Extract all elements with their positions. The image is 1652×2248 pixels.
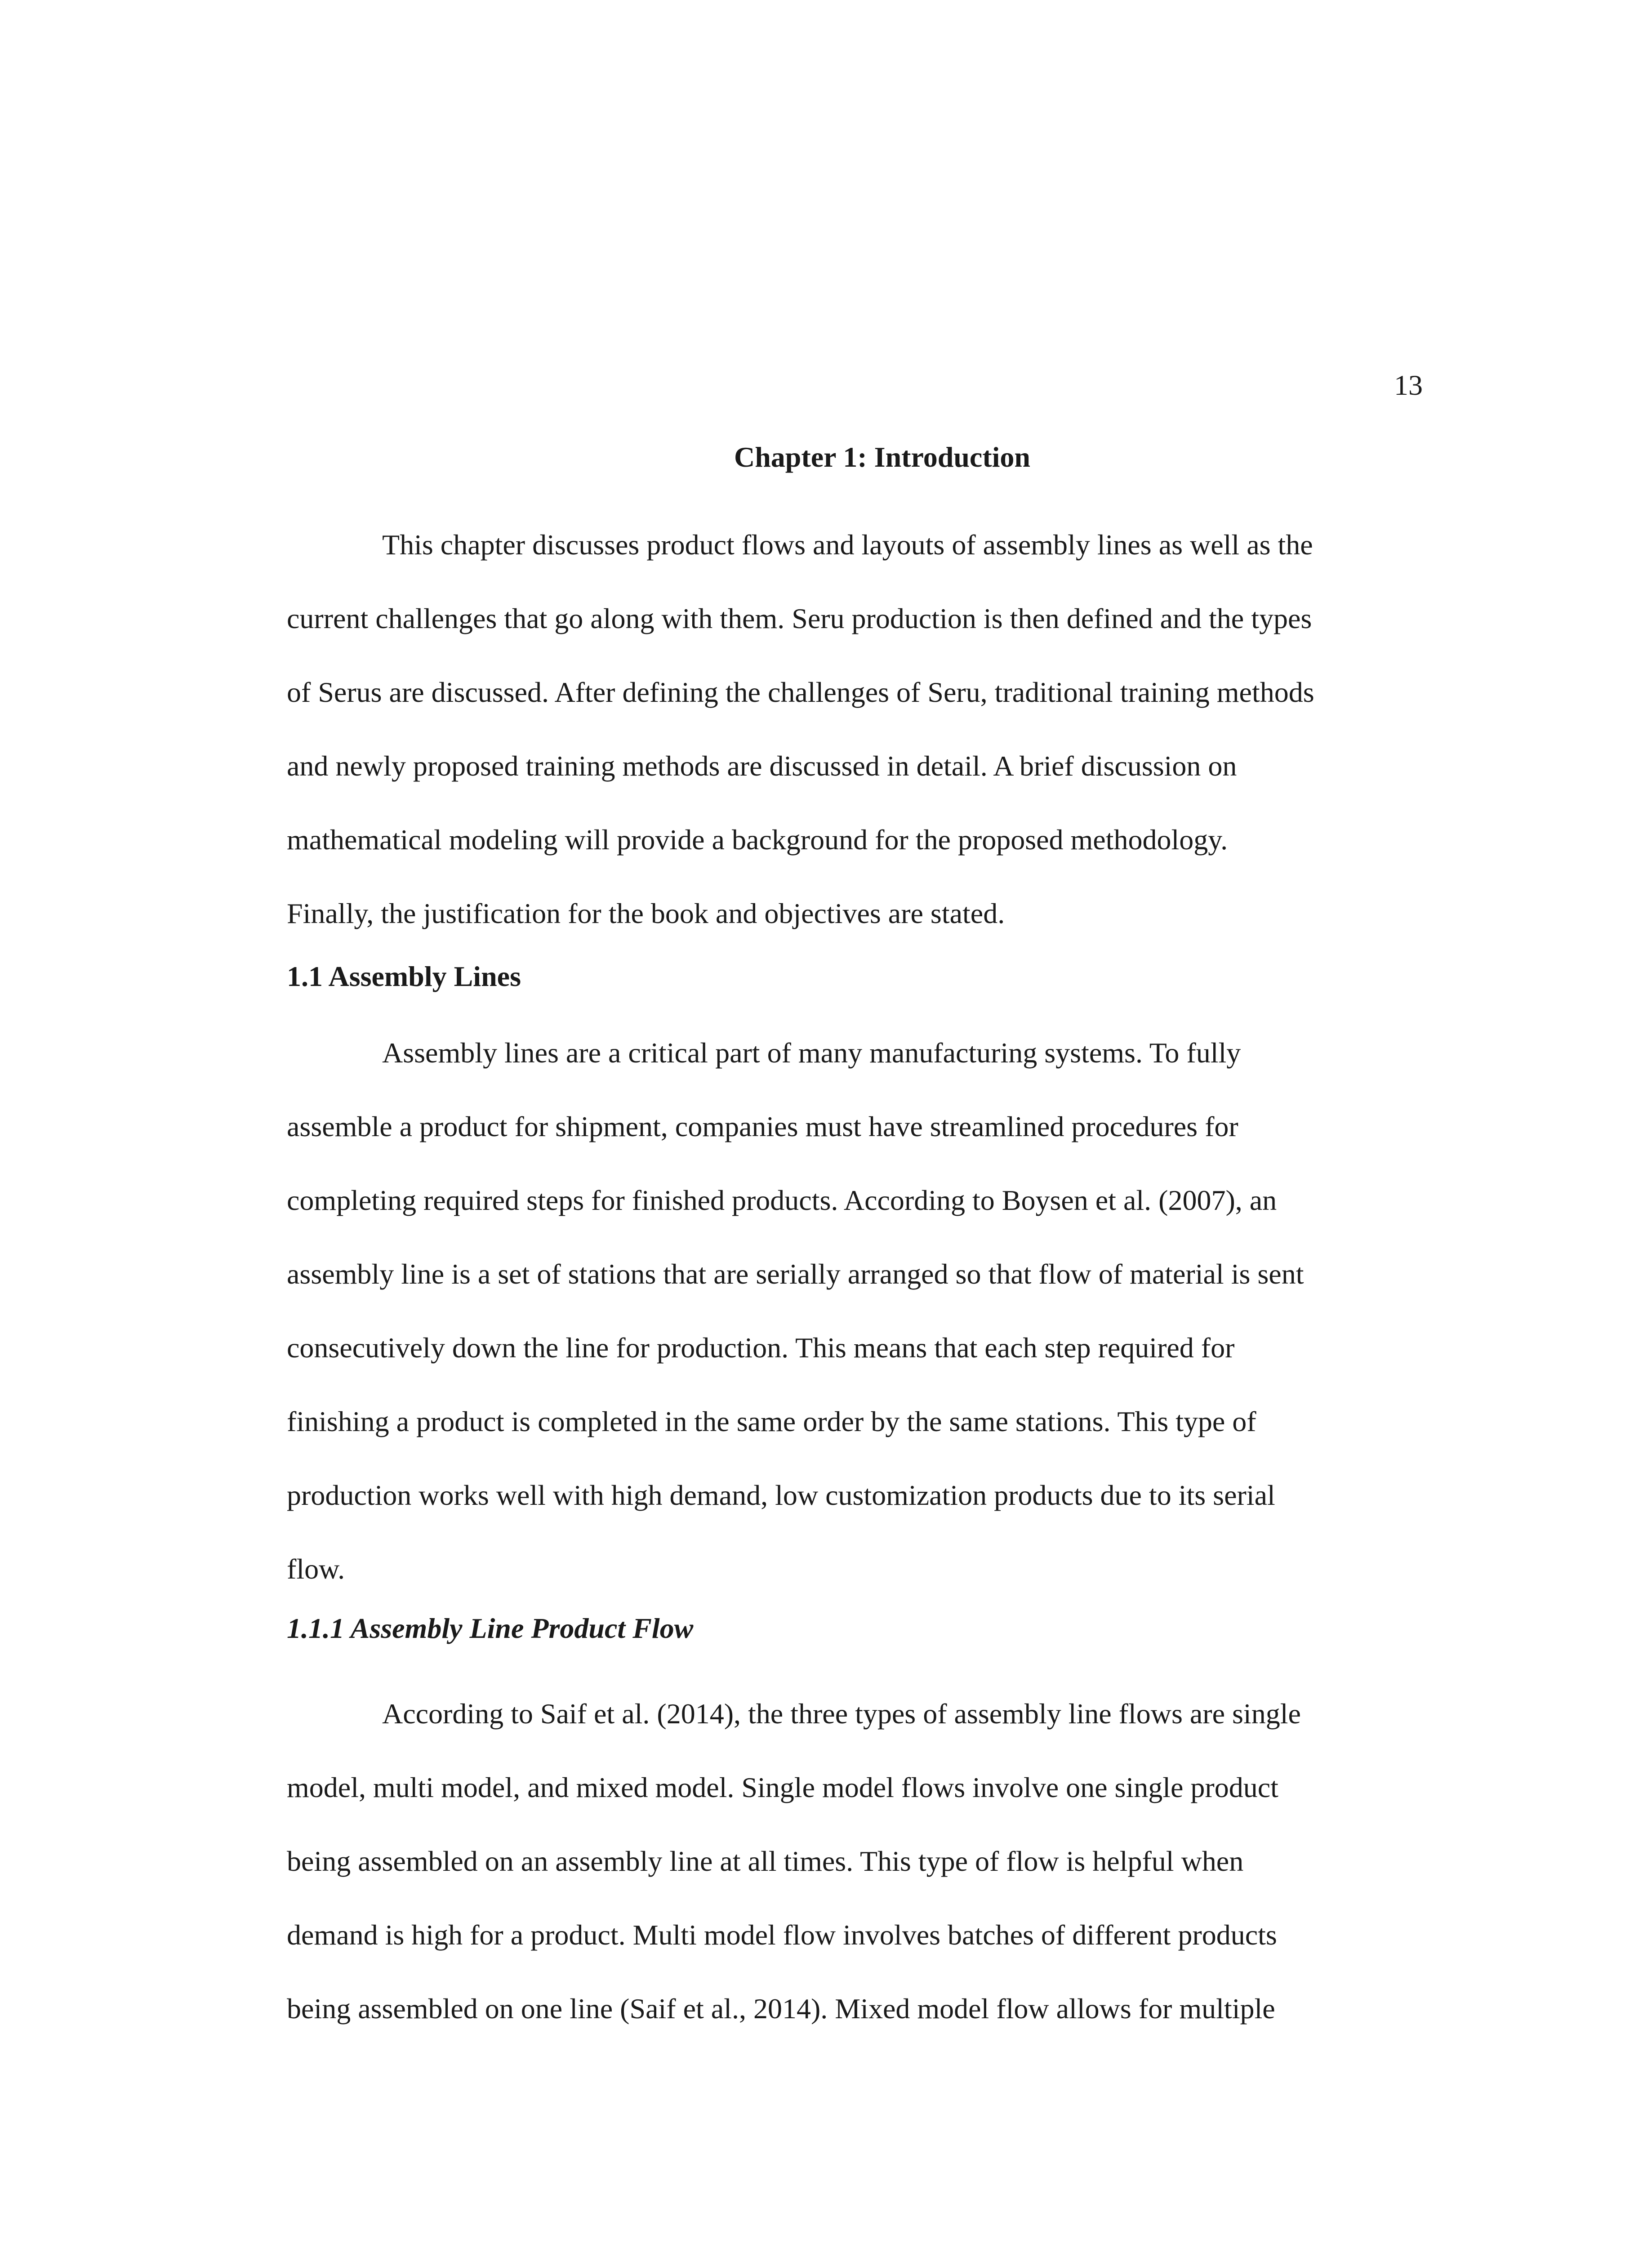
text-line: being assembled on one line (Saif et al., 2014). Mixed model flow allows for multiple [287, 1993, 1275, 2025]
paragraph-assembly-lines [287, 1016, 1438, 1606]
text-line: Assembly lines are a critical part of many manufacturing systems. To fully [382, 1037, 1241, 1069]
paragraph-product-flow [287, 1677, 1438, 2046]
text-line: being assembled on an assembly line at all times. This type of flow is helpful when [287, 1845, 1244, 1877]
text-line: mathematical modeling will provide a background for the proposed methodology. [287, 824, 1228, 856]
text-line: demand is high for a product. Multi model flow involves batches of different products [287, 1919, 1277, 1951]
chapter-title: Chapter 1: Introduction [734, 441, 1031, 473]
text-line: This chapter discusses product flows and layouts of assembly lines as well as the [382, 529, 1313, 561]
text-line: finishing a product is completed in the same order by the same stations. This type of [287, 1405, 1256, 1437]
page-number: 13 [1394, 369, 1423, 401]
text-line: completing required steps for finished products. According to Boysen et al. (2007), an [287, 1184, 1277, 1216]
paragraph-intro [287, 508, 1438, 950]
text-line: Finally, the justification for the book and objectives are stated. [287, 897, 1005, 929]
text-line: model, multi model, and mixed model. Single model flows involve one single product [287, 1771, 1278, 1803]
subsection-heading: 1.1.1 Assembly Line Product Flow [287, 1612, 694, 1644]
section-heading: 1.1 Assembly Lines [287, 960, 521, 992]
text-line: assemble a product for shipment, companies must have streamlined procedures for [287, 1111, 1238, 1142]
text-line: consecutively down the line for production. This means that each step required for [287, 1332, 1235, 1364]
text-line: and newly proposed training methods are discussed in detail. A brief discussion on [287, 750, 1237, 782]
text-line: of Serus are discussed. After defining the challenges of Seru, traditional training methods [287, 676, 1314, 708]
text-line: production works well with high demand, low customization products due to its serial [287, 1479, 1275, 1511]
text-line: flow. [287, 1553, 345, 1585]
text-line: assembly line is a set of stations that are serially arranged so that flow of material is sent [287, 1258, 1304, 1290]
text-line: According to Saif et al. (2014), the three types of assembly line flows are single [382, 1698, 1301, 1730]
text-line: current challenges that go along with them. Seru production is then defined and the types [287, 602, 1312, 634]
